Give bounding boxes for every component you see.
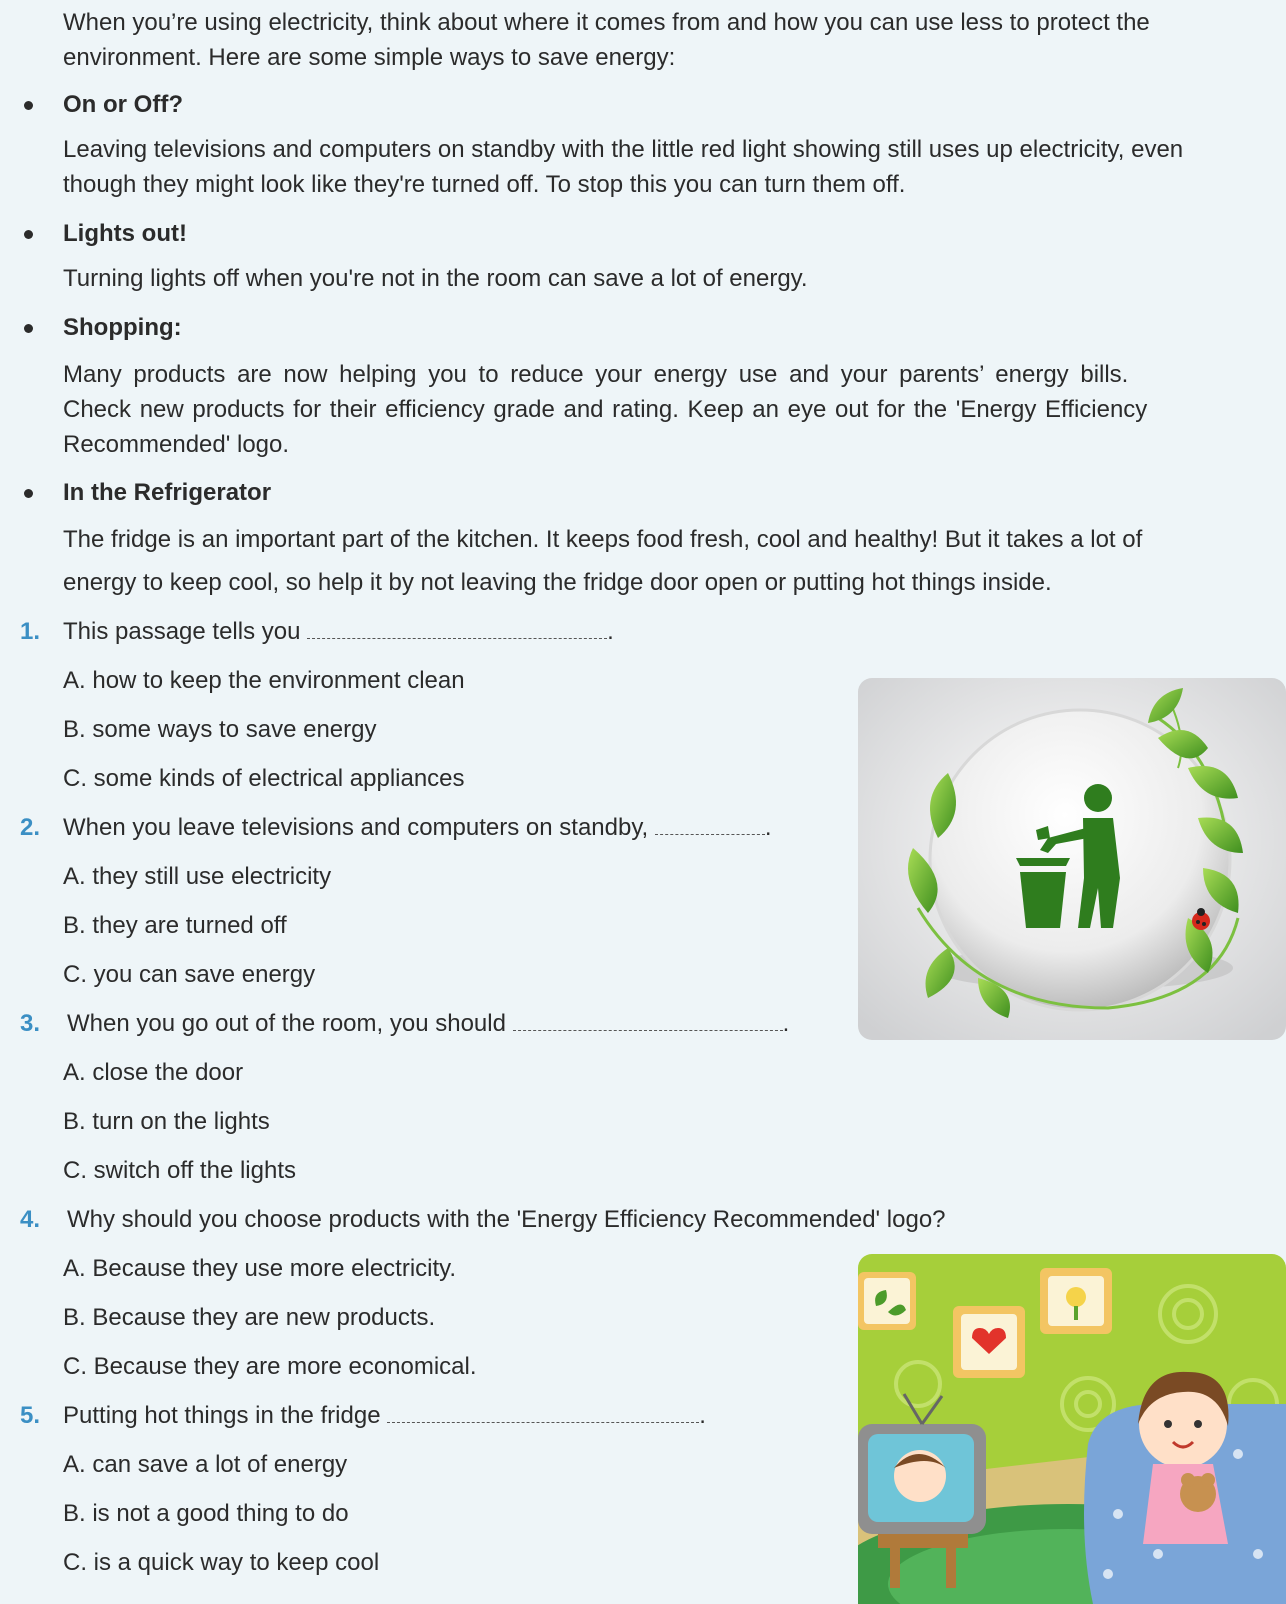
question-end: .: [764, 814, 772, 841]
intro-line-2: environment. Here are some simple ways to save energy:: [63, 44, 676, 71]
question-end: .: [699, 1402, 706, 1429]
option-2c: C. you can save energy: [63, 961, 316, 988]
answer-blank[interactable]: [513, 1012, 783, 1031]
option-1a: A. how to keep the environment clean: [63, 667, 465, 694]
recycle-bin-illustration: [858, 678, 1286, 1040]
tip-text: though they might look like they're turned off. To stop this you can turn them off.: [63, 171, 906, 198]
tip-heading-lights-out: Lights out!: [63, 220, 187, 247]
option-2a: A. they still use electricity: [63, 863, 332, 890]
recycle-bin-icon: [858, 678, 1286, 1040]
question-stem-text: This passage tells you: [63, 618, 301, 645]
question-number: 2.: [20, 814, 41, 841]
bullet-icon: [24, 489, 33, 498]
question-stem-text: When you leave televisions and computers on standby,: [63, 814, 649, 841]
option-3a: A. close the door: [63, 1059, 244, 1086]
question-4-stem: Why should you choose products with the 'Energy Efficiency Recommended' logo?: [67, 1206, 946, 1233]
option-1b: B. some ways to save energy: [63, 716, 377, 743]
tip-text: Turning lights off when you're not in the room can save a lot of energy.: [63, 265, 808, 292]
bullet-icon: [24, 101, 33, 110]
option-3b: B. turn on the lights: [63, 1108, 270, 1135]
answer-blank[interactable]: [387, 1404, 699, 1423]
tip-text: Leaving televisions and computers on standby with the little red light showing still uses up electricity, even: [63, 136, 1184, 163]
question-number: 1.: [20, 618, 41, 645]
tip-heading-on-off: On or Off?: [63, 91, 183, 118]
option-4b: B. Because they are new products.: [63, 1304, 436, 1331]
bullet-icon: [24, 230, 33, 239]
option-1c: C. some kinds of electrical appliances: [63, 765, 465, 792]
tip-text: energy to keep cool, so help it by not leaving the fridge door open or putting hot things inside.: [63, 569, 1052, 596]
question-5-stem: [63, 1398, 706, 1434]
option-2b: B. they are turned off: [63, 912, 287, 939]
question-end: .: [782, 1010, 790, 1037]
question-stem-text: When you go out of the room, you should: [67, 1010, 506, 1037]
option-5c: C. is a quick way to keep cool: [63, 1549, 380, 1576]
question-number: 3.: [20, 1010, 41, 1037]
question-number: 5.: [20, 1402, 41, 1429]
bullet-icon: [24, 324, 33, 333]
option-3c: C. switch off the lights: [63, 1157, 296, 1184]
tip-text: Check new products for their efficiency grade and rating. Keep an eye out for the 'Energy Efficiency: [63, 396, 1148, 423]
tip-text: Many products are now helping you to reduce your energy use and your parents’ energy bills.: [63, 361, 1129, 388]
room-scene-icon: [858, 1254, 1286, 1604]
question-stem-text: Putting hot things in the fridge: [63, 1402, 381, 1429]
answer-blank[interactable]: [655, 816, 765, 835]
option-5a: A. can save a lot of energy: [63, 1451, 348, 1478]
question-3-stem: [67, 1006, 789, 1042]
tip-heading-refrigerator: In the Refrigerator: [63, 479, 272, 506]
tip-heading-shopping: Shopping:: [63, 314, 182, 341]
option-5b: B. is not a good thing to do: [63, 1500, 349, 1527]
question-number: 4.: [20, 1206, 41, 1233]
option-4a: A. Because they use more electricity.: [63, 1255, 457, 1282]
question-end: .: [607, 618, 614, 645]
child-watching-tv-illustration: [858, 1254, 1286, 1604]
tip-text: The fridge is an important part of the kitchen. It keeps food fresh, cool and healthy! But it takes a lot of: [63, 526, 1143, 553]
question-1-stem: [63, 614, 614, 650]
question-2-stem: [63, 810, 772, 846]
option-4c: C. Because they are more economical.: [63, 1353, 477, 1380]
intro-line-1: When you’re using electricity, think about where it comes from and how you can use less to protect the: [63, 9, 1150, 36]
answer-blank[interactable]: [307, 620, 607, 639]
tip-text: Recommended' logo.: [63, 431, 290, 458]
